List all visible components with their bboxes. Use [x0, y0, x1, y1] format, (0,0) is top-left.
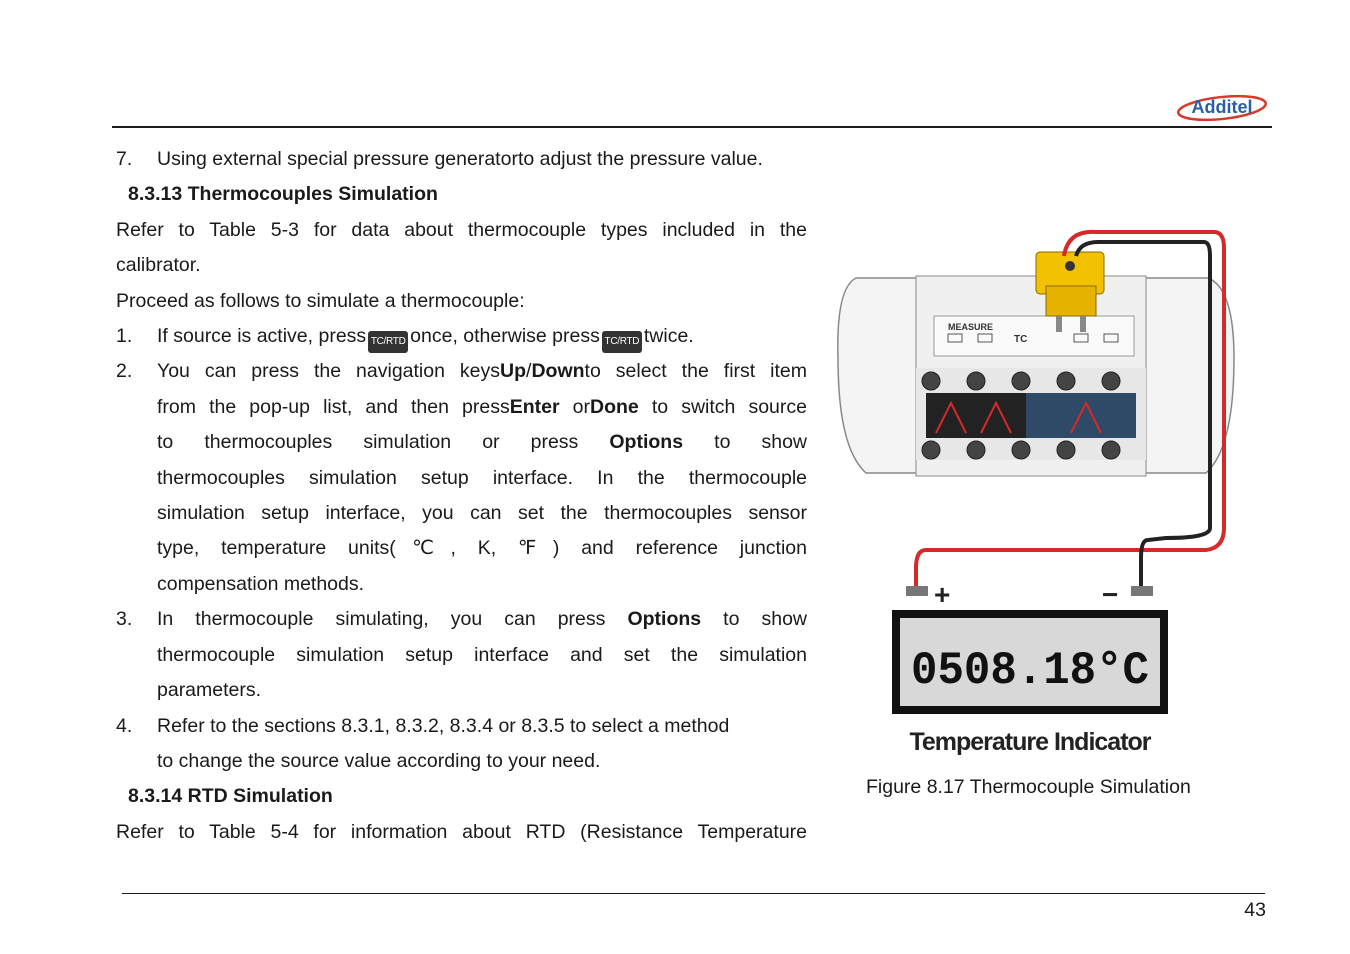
- additel-logo: [1172, 88, 1272, 126]
- tc-rtd-key-icon: TC/RTD: [602, 331, 642, 353]
- header-rule: [112, 126, 1272, 128]
- rtd-intro-line: Refer to Table 5-4 for information about RTD (Resistance Temperature: [116, 820, 807, 843]
- section-heading-thermocouples: 8.3.13 Thermocouples Simulation: [128, 183, 438, 206]
- step-3: 3. In thermocouple simulating, you can press Options to show thermocouple simulation setup interface and set the simulation parameters.: [116, 602, 807, 708]
- indicator-value: 0508.18°C: [911, 645, 1149, 697]
- step-number: 2.: [116, 360, 133, 383]
- tc-rtd-key-icon: TC/RTD: [368, 331, 408, 353]
- minus-terminal-label: −: [1102, 579, 1119, 610]
- tc-label: TC: [1014, 334, 1028, 345]
- step-text: Using external special pressure generatorto adjust the pressure value.: [157, 148, 763, 170]
- step-1: 1. If source is active, press TC/RTD once, otherwise press TC/RTD twice.: [116, 319, 807, 354]
- page-number: 43: [1244, 899, 1266, 921]
- thermocouple-simulation-figure: [836, 228, 1236, 758]
- step-7: [116, 142, 807, 177]
- plus-terminal-label: +: [934, 579, 951, 610]
- indicator-label: Temperature Indicator: [909, 728, 1151, 756]
- step-4: 4. Refer to the sections 8.3.1, 8.3.2, 8.3.4 or 8.3.5 to select a method to change the source value according to your need.: [116, 709, 807, 780]
- step-number: 7.: [116, 148, 133, 170]
- footer-rule: [122, 893, 1265, 894]
- source-terminal-band: [1026, 393, 1136, 438]
- step-number: 1.: [116, 325, 133, 348]
- step-2: 2. You can press the navigation keysUp/Downto select the first item from the pop-up list, and then pressEnter orDone to switch source to thermocouples simulation or press Options to show thermocouples simulation setup interface. In the thermocouple simulation setup interface, you can set the thermocouples sensor type, temperature units(℃, K, ℉) and reference junction compensation methods.: [116, 354, 807, 602]
- intro-procedure: Proceed as follows to simulate a thermocouple:: [116, 289, 525, 312]
- measure-label: MEASURE: [948, 322, 994, 332]
- logo-text: Additel: [1191, 97, 1253, 117]
- figure-caption: Figure 8.17 Thermocouple Simulation: [866, 776, 1191, 798]
- step-number: 3.: [116, 608, 133, 631]
- intro-line-1: Refer to Table 5-3 for data about thermocouple types included in the: [116, 218, 807, 241]
- page-body: [116, 142, 807, 850]
- section-heading-rtd: 8.3.14 RTD Simulation: [128, 785, 333, 808]
- intro-line-2: calibrator.: [116, 254, 201, 277]
- step-number: 4.: [116, 714, 133, 737]
